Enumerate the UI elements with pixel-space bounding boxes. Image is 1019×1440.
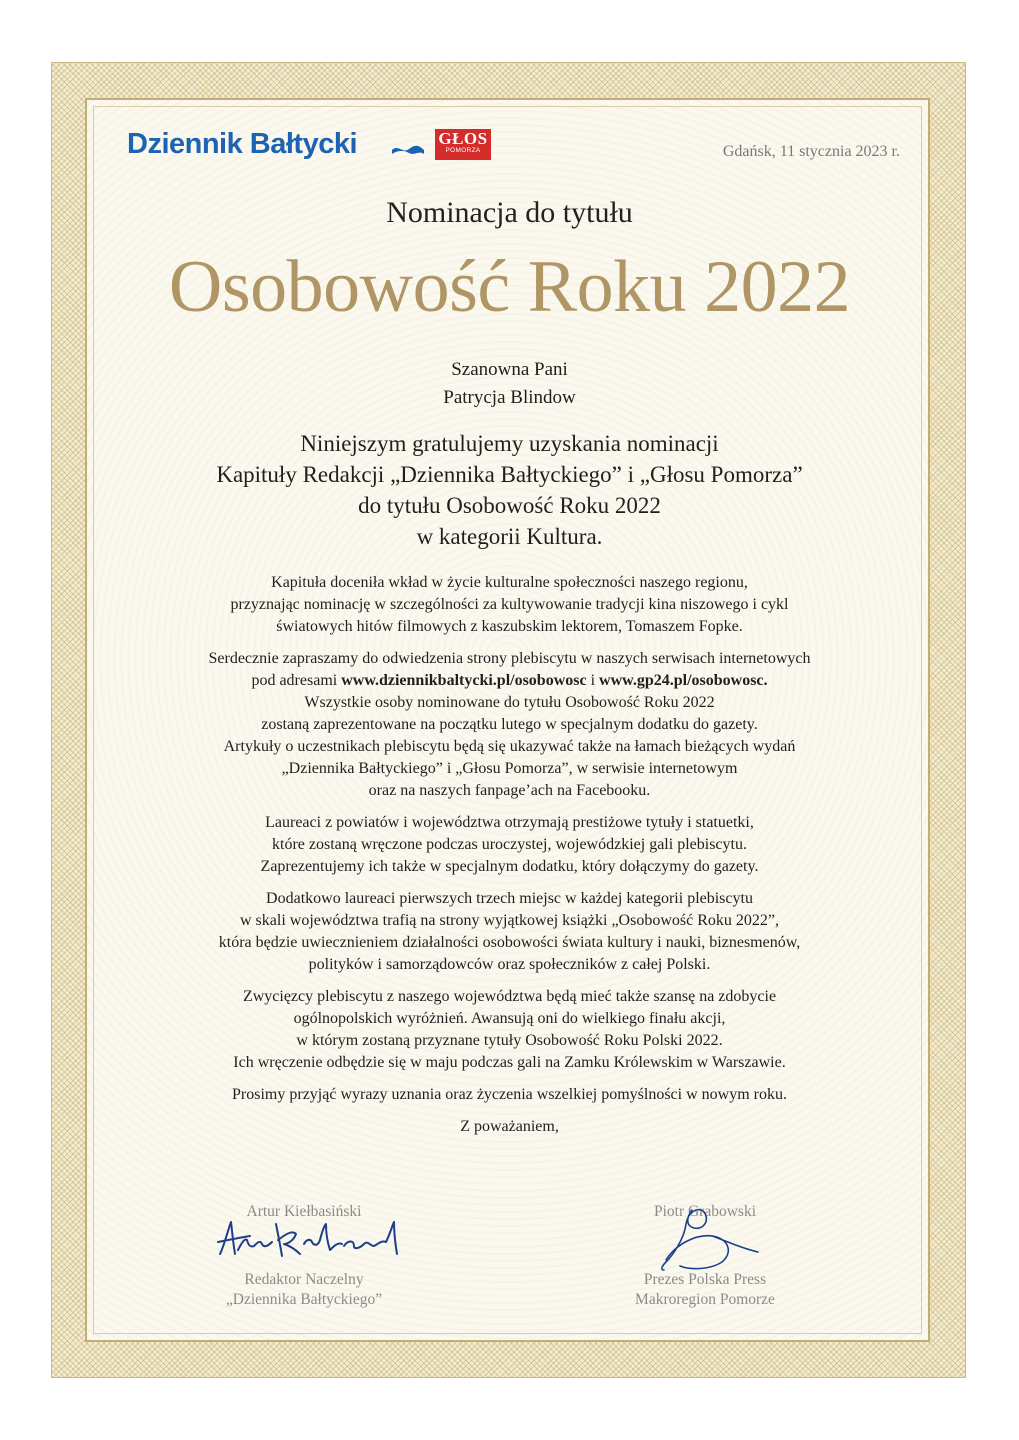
- paragraph-invitation: [100, 648, 919, 802]
- body-line: Dodatkowo laureaci pierwszych trzech miejsc w każdej kategorii plebiscytu: [266, 890, 753, 907]
- signatory-role: Prezes Polska Press: [643, 1271, 767, 1288]
- body-line: Prosimy przyjąć wyrazy uznania oraz życzenia wszelkiej pomyślności w nowym roku.: [232, 1086, 787, 1103]
- body-line: Wszystkie osoby nominowane do tytułu Osobowość Roku 2022: [304, 694, 715, 711]
- body-line: światowych hitów filmowych z kaszubskim lektorem, Tomaszem Fopke.: [276, 618, 743, 635]
- lead-line: w kategorii Kultura.: [416, 524, 603, 549]
- body-line: przyznając nominację w szczególności za kultywowanie tradycji kina niszowego i cykl: [230, 596, 789, 613]
- dziennik-baltycki-logo: Dziennik Bałtycki: [127, 128, 358, 160]
- signatory-role: Redaktor Naczelny: [244, 1271, 364, 1288]
- body-line: w skali województwa trafią na strony wyjątkowej książki „Osobowość Roku 2022”,: [240, 912, 779, 929]
- handwritten-signature-editor: [214, 1216, 400, 1264]
- glos-pomorza-logo: [435, 129, 491, 160]
- body-line: „Dziennika Bałtyckiego” i „Głosu Pomorza”, w serwisie internetowym: [281, 760, 738, 777]
- signatory-name: Artur Kiełbasiński: [246, 1203, 362, 1220]
- addressee: [100, 356, 919, 412]
- logo-wave-icon: [391, 142, 425, 156]
- recipient-name: Patrycja Blindow: [443, 387, 576, 408]
- lead-line: Niniejszym gratulujemy uzyskania nominacji: [300, 431, 719, 456]
- handwritten-signature-president: [652, 1200, 764, 1276]
- salutation: Szanowna Pani: [451, 359, 568, 380]
- nomination-statement: [100, 428, 919, 552]
- body-line: Laureaci z powiatów i województwa otrzymają prestiżowe tytuły i statuetki,: [265, 814, 754, 831]
- paragraph-justification: [100, 572, 919, 638]
- glos-pomorza-logo-sub: POMORZA: [445, 147, 481, 154]
- body-line: zostaną zaprezentowane na początku lutego w specjalnym dodatku do gazety.: [261, 716, 758, 733]
- body-line: Kapituła doceniła wkład w życie kulturalne społeczności naszego regionu,: [271, 574, 748, 591]
- signatory-role: Makroregion Pomorze: [635, 1291, 775, 1308]
- body-line-links: [100, 670, 919, 692]
- body-line: Artykuły o uczestnikach plebiscytu będą się ukazywać także na łamach bieżących wydań: [223, 738, 796, 755]
- nomination-subtitle: Nominacja do tytułu: [386, 196, 633, 229]
- lead-line: do tytułu Osobowość Roku 2022: [358, 493, 661, 518]
- links-prefix: pod adresami: [251, 672, 342, 689]
- link-dziennik-baltycki[interactable]: www.dziennikbaltycki.pl/osobowosc: [341, 672, 587, 689]
- lead-line: Kapituły Redakcji „Dziennika Bałtyckiego” i „Głosu Pomorza”: [216, 462, 803, 487]
- body-line: która będzie uwiecznieniem działalności osobowości świata kultury i nauki, biznesmenów,: [218, 934, 801, 951]
- paragraph-book: [100, 888, 919, 976]
- links-conjunction: i: [586, 672, 600, 689]
- closing-salutation: [100, 1116, 919, 1138]
- paragraph-finals: [100, 986, 919, 1074]
- award-title: Osobowość Roku 2022: [168, 246, 851, 328]
- body-line: Ich wręczenie odbędzie się w maju podczas gali na Zamku Królewskim w Warszawie.: [233, 1054, 786, 1071]
- paragraph-wishes: [100, 1084, 919, 1106]
- link-gp24[interactable]: www.gp24.pl/osobowosc.: [599, 672, 768, 689]
- body-line: oraz na naszych fanpage’ach na Facebooku.: [368, 782, 651, 799]
- body-line: które zostaną wręczone podczas uroczystej, wojewódzkiej gali plebiscytu.: [272, 836, 747, 853]
- document-date: Gdańsk, 11 stycznia 2023 r.: [722, 143, 900, 160]
- signatory-role: „Dziennika Bałtyckiego”: [225, 1291, 383, 1308]
- signatory-name: Piotr Grabowski: [653, 1203, 757, 1220]
- letter-body: [100, 572, 919, 1148]
- closing-line: Z poważaniem,: [460, 1118, 559, 1135]
- glos-pomorza-logo-main: GŁOS: [438, 129, 488, 148]
- body-line: ogólnopolskich wyróżnień. Awansują oni do wielkiego finału akcji,: [293, 1010, 726, 1027]
- body-line: Zaprezentujemy ich także w specjalnym dodatku, który dołączymy do gazety.: [260, 858, 759, 875]
- body-line: Zwycięzcy plebiscytu z naszego województwa będą mieć także szansę na zdobycie: [242, 988, 777, 1005]
- body-line: w którym zostaną przyznane tytuły Osobowość Roku Polski 2022.: [296, 1032, 723, 1049]
- body-line: Serdecznie zapraszamy do odwiedzenia strony plebiscytu w naszych serwisach internetowych: [208, 650, 811, 667]
- paragraph-laureates: [100, 812, 919, 878]
- body-line: polityków i samorządowców oraz społeczników z całej Polski.: [308, 956, 711, 973]
